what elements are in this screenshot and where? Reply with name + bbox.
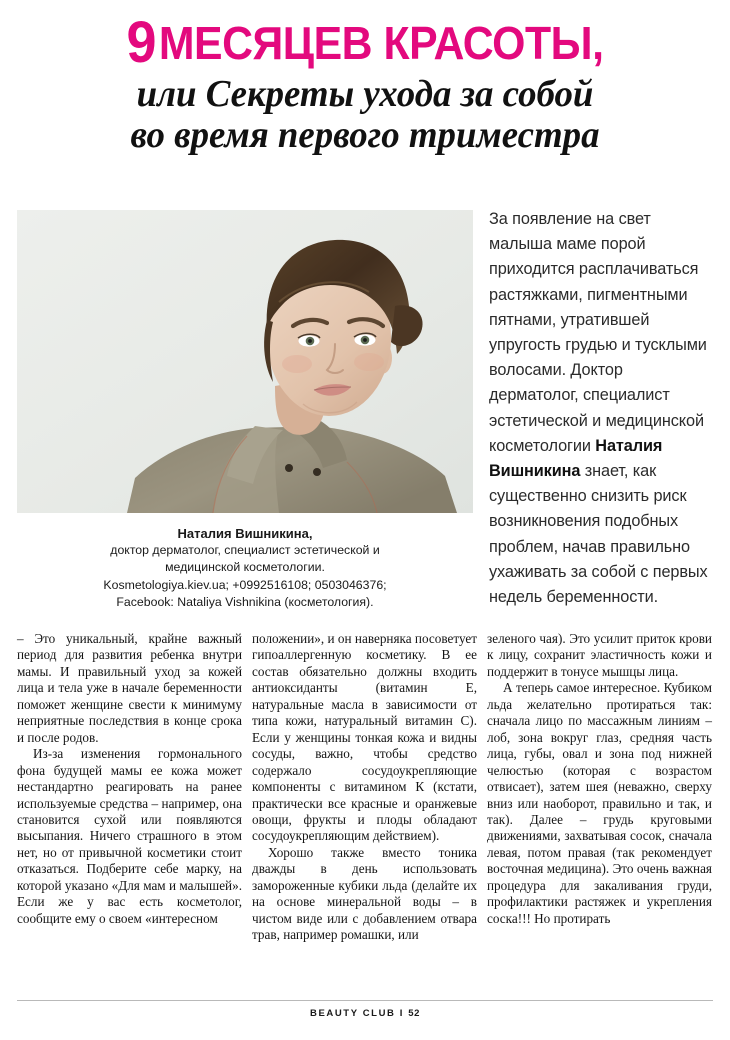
caption-contacts: Kosmetologiya.kiev.ua; +0992516108; 0503046376;	[103, 577, 387, 592]
caption-role-line-2: медицинской косметологии.	[165, 560, 325, 575]
title-line-secondary: или Секреты ухода за собой	[136, 73, 594, 115]
caption-author-name: Наталия Вишникина,	[177, 526, 313, 541]
title-line-tertiary: во время первого триместра	[130, 114, 600, 156]
paragraph: зеленого чая). Это усилит приток крови к лицу, сохранит эластичность кожи и поддержит в тонусе мышцы лица.	[487, 631, 712, 679]
title-line-primary	[26, 10, 705, 75]
article-lead-paragraph	[489, 207, 713, 610]
footer-divider	[17, 1000, 713, 1001]
author-portrait-photo	[17, 210, 473, 513]
footer-page-number: 52	[408, 1008, 420, 1019]
body-column-1	[17, 631, 242, 991]
photo-caption	[17, 525, 473, 611]
portrait-illustration	[17, 210, 473, 513]
caption-role-line-1: доктор дерматолог, специалист эстетической и	[110, 543, 380, 558]
paragraph: положении», и он наверняка посоветует гипоаллергенную косметику. В ее состав обязательно должны входить антиоксиданты (витамин Е, натуральные масла в зависимости от типа кожи, натуральный витамин С). Если у женщины тонкая кожа и видны сосуды, важно, чтобы средство содержало сосудоукрепляющие компоненты с витамином К (кстати, практически все красные и оранжевые овощи, фрукты и плоды обладают сосудоукрепляющим действием).	[252, 631, 477, 844]
body-column-3	[487, 631, 712, 991]
caption-social: Facebook: Nataliya Vishnikina (косметология).	[116, 594, 374, 609]
paragraph: Из-за изменения гормонального фона будущей мамы ее кожа может нестандартно реагировать на ранее используемые средства – например, она становится сухой или появляются высыпания. Ничего страшного в этом нет, но от привычной косметики стоит отказаться. Подберите себе марку, на которой указано «Для мам и малышей». Если же у вас есть косметолог, сообщите ему о своем «интересном	[17, 746, 242, 926]
paragraph: Хорошо также вместо тоника дважды в день использовать замороженные кубики льда (делайте их на основе минеральной воды – в чистом виде или с добавлением отвара трав, например ромашки, или	[252, 844, 477, 943]
footer-brand: BEAUTY CLUB I	[309, 1008, 409, 1019]
title-line1-text: МЕСЯЦЕВ КРАСОТЫ,	[158, 17, 604, 69]
article-title	[0, 10, 730, 156]
lead-expert-name: Наталия Вишникина	[489, 436, 663, 481]
body-column-2	[252, 631, 477, 991]
lead-text-part-1: За появление на свет малыша маме порой приходится расплачиваться растяжками, пигментными пятнами, утратившей упругость грудью и тусклыми волосами. Доктор дерматолог, специалист эстетической и медицинской косметологии	[489, 210, 707, 455]
page-footer	[0, 1008, 730, 1019]
article-body-columns	[17, 631, 713, 991]
paragraph: – Это уникальный, крайне важный период для развития ребенка внутри мамы. И правильный уход за кожей лица и тела уже в начале беременности поможет женщине свести к минимуму неприятные последствия в конце срока и после родов.	[17, 631, 242, 745]
paragraph: А теперь самое интересное. Кубиком льда желательно протираться так: сначала лицо по массажным линиям – лоб, зона вокруг глаз, средняя часть лица, губы, овал и зона под нижней челюстью (которая с возрастом отвисает), затем шея (неважно, сверху вниз или наоборот, правильно и так, и так). Далее – грудь круговыми движениями, захватывая сосок, сначала левая, потом правая (так рекомендует восточная медицина). Это очень важная процедура для закаливания груди, профилактики растяжек и укрепления соска!!! Но протирать	[487, 680, 712, 926]
title-number: 9	[126, 10, 157, 75]
lead-text-part-2: знает, как существенно снизить риск возникновения подобных проблем, начав правильно ухаживать за собой с первых недель беременности.	[489, 462, 708, 607]
